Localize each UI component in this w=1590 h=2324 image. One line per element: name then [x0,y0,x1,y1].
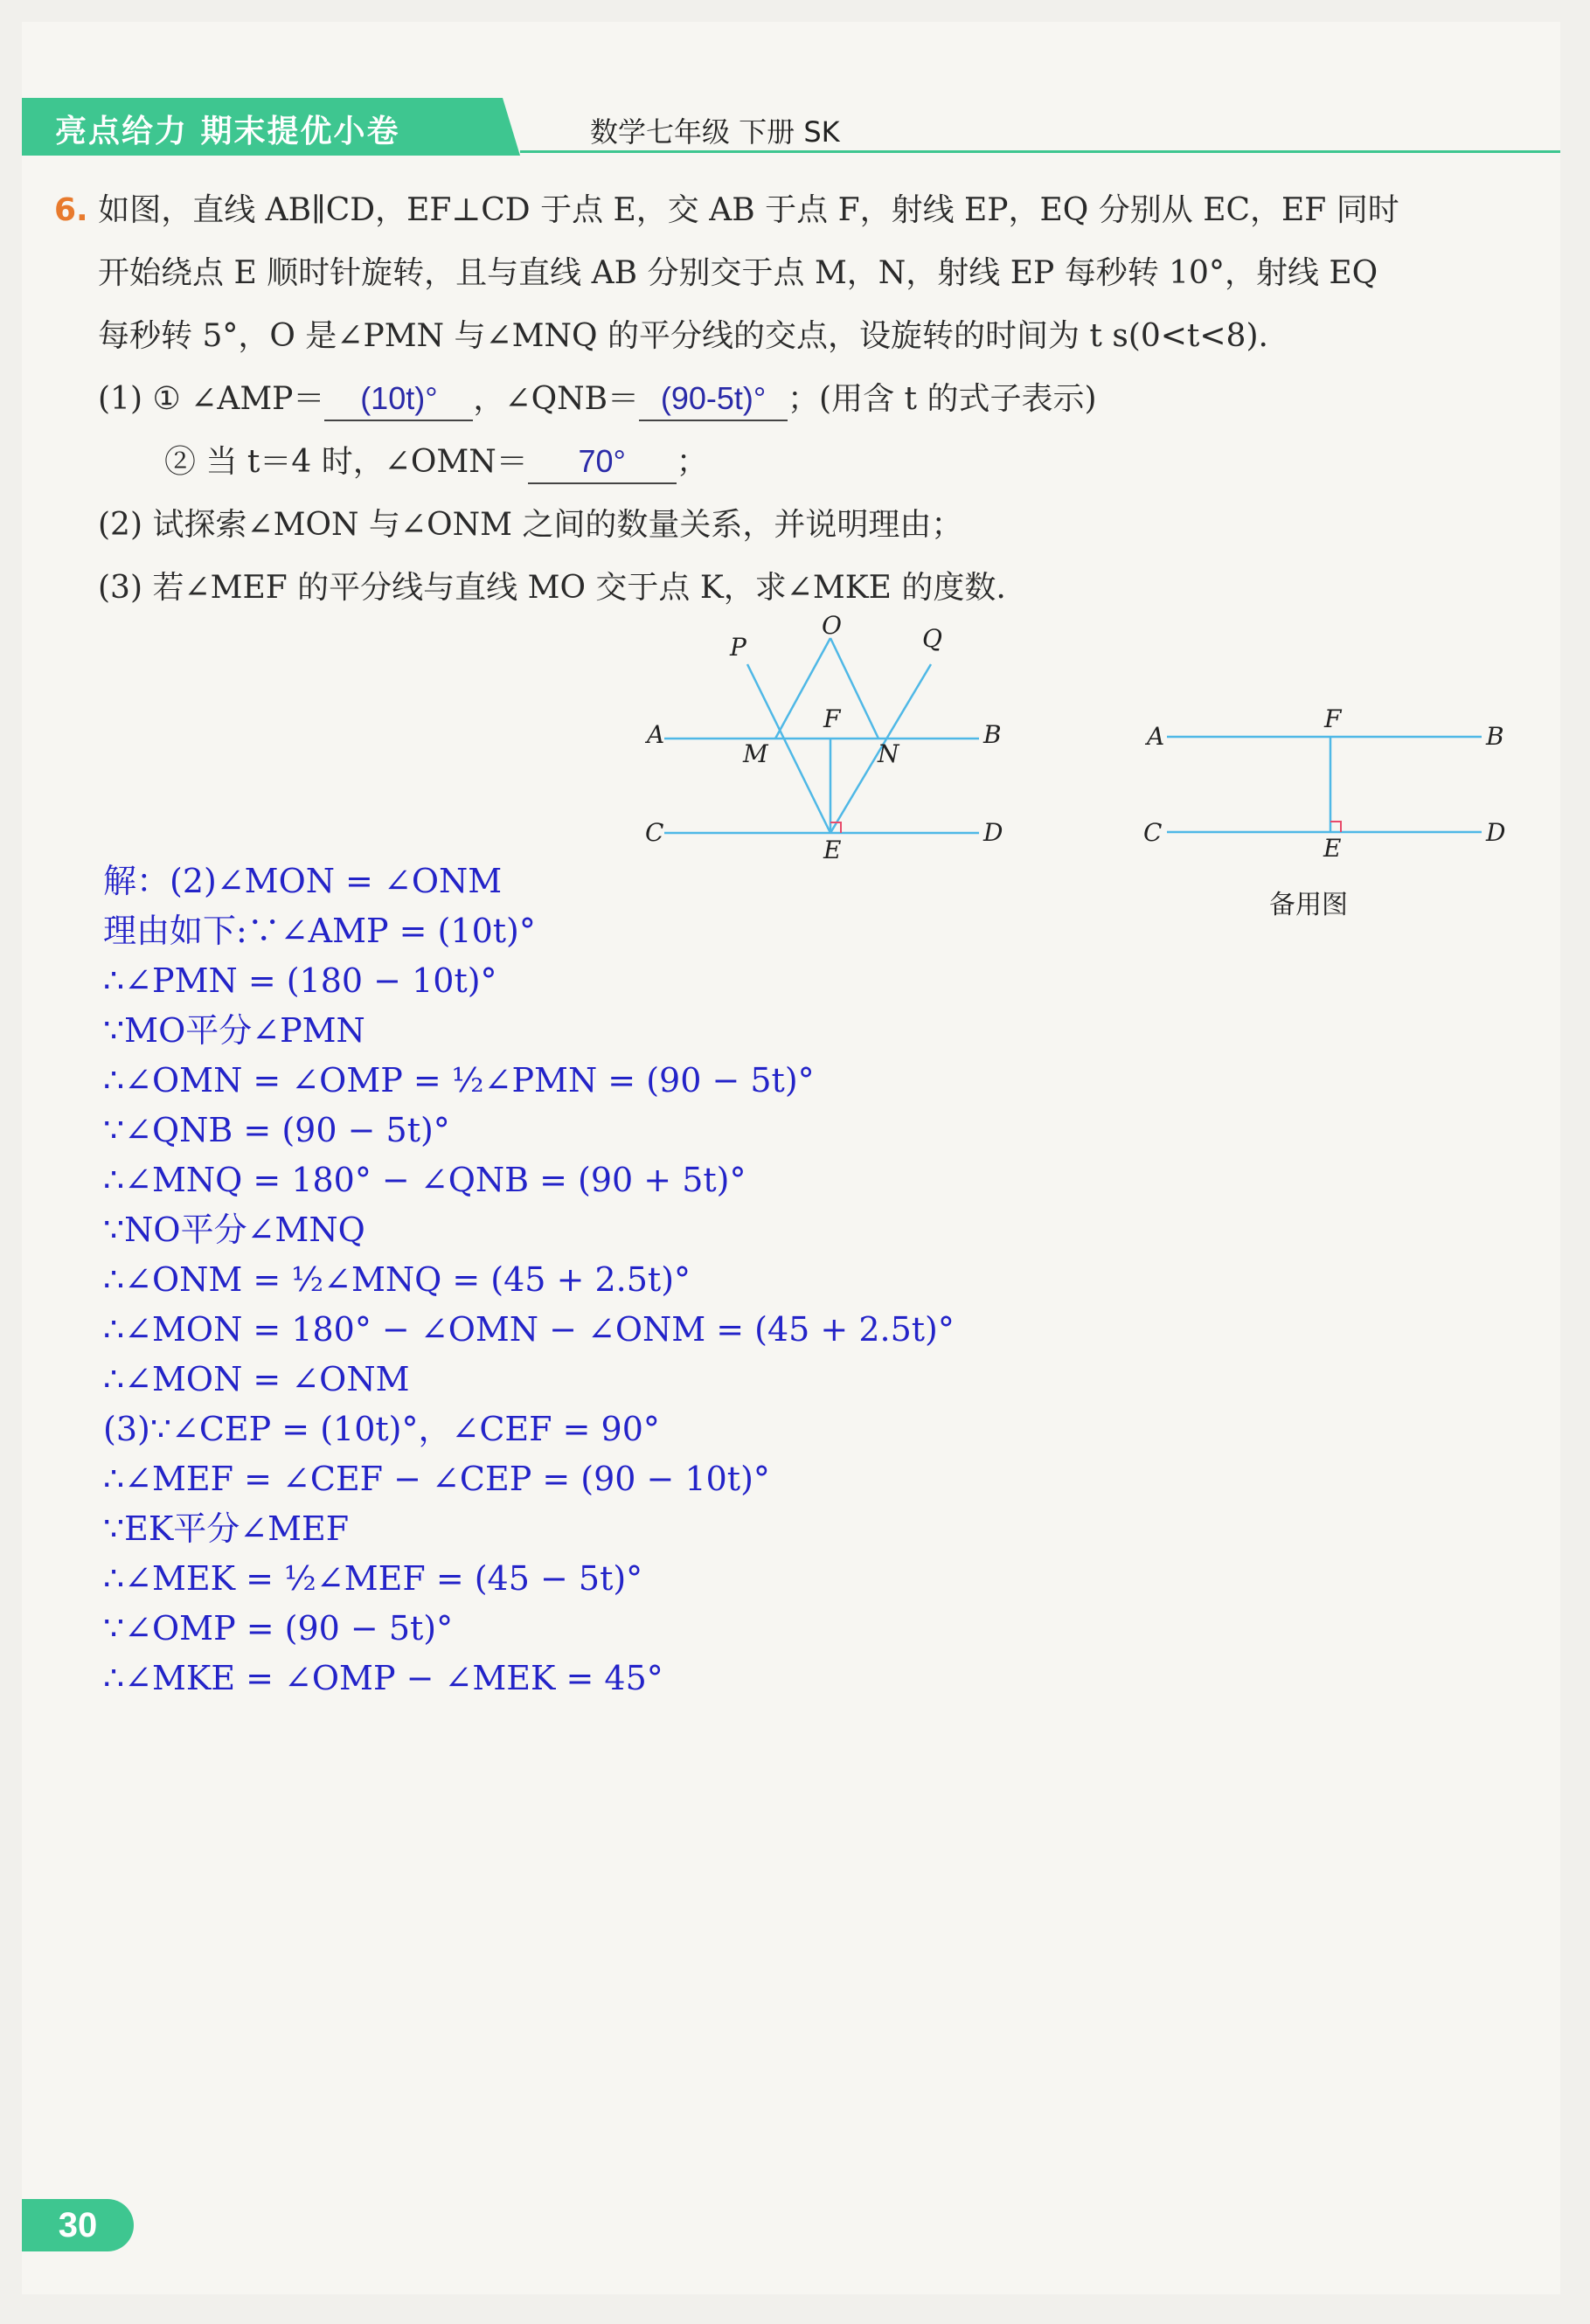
question-text-3: 每秒转 5°，O 是∠PMN 与∠MNQ 的平分线的交点，设旋转的时间为 t s(0<t<8). [98,318,1268,354]
solution-line: ∵EK平分∠MEF [103,1509,350,1548]
solution-line: ∴∠PMN = (180 − 10t)° [103,961,497,1000]
solution-line: ∴∠MON = 180° − ∠OMN − ∠ONM = (45 + 2.5t)° [103,1310,955,1349]
handwritten-solution [103,857,955,1703]
question-line-1 [54,179,1399,242]
part2-text: (2) 试探索∠MON 与∠ONM 之间的数量关系，并说明理由； [98,507,963,543]
part3-text: (3) 若∠MEF 的平分线与直线 MO 交于点 K，求∠MKE 的度数. [98,570,1006,606]
solution-line: ∴∠MKE = ∠OMP − ∠MEK = 45° [103,1659,663,1697]
series-title: 亮点给力 期末提优小卷 [55,114,400,149]
backup-label-d: D [1486,818,1506,847]
answer-blank-omn: 70° [528,441,677,484]
label-q: Q [922,624,942,653]
question-text-1: 如图，直线 AB∥CD，EF⊥CD 于点 E，交 AB 于点 F，射线 EP，EQ 分别从 EC，EF 同时 [98,192,1399,228]
solution-line: ∵MO平分∠PMN [103,1011,365,1050]
solution-line: ∵NO平分∠MNQ [103,1211,365,1249]
label-c: C [645,818,664,847]
solution-line: ∴∠ONM = ½∠MNQ = (45 + 2.5t)° [103,1260,691,1299]
part1-suffix: ；(用含 t 的式子表示) [788,381,1097,417]
label-p: P [730,633,746,662]
label-a: A [647,720,665,749]
book-subject: 数学七年级 下册 SK [590,115,840,149]
backup-label-a: A [1147,722,1165,751]
backup-label-f: F [1324,704,1342,733]
label-b: B [983,720,1002,749]
label-m: M [743,739,768,768]
solution-line: ∴∠MEF = ∠CEF − ∠CEP = (90 − 10t)° [103,1460,770,1498]
backup-figure [1128,699,1521,865]
solution-line: ∴∠MEK = ½∠MEF = (45 − 5t)° [103,1559,643,1598]
solution-line: (3)∵∠CEP = (10t)°，∠CEF = 90° [103,1410,660,1448]
label-e: E [823,836,842,864]
backup-label-e: E [1323,834,1342,863]
page-header [22,98,1560,156]
solution-line: ∴∠OMN = ∠OMP = ½∠PMN = (90 − 5t)° [103,1061,815,1100]
segment-mo [775,638,830,739]
solution-line: ∵∠OMP = (90 − 5t)° [103,1609,454,1648]
part1b-prefix: ② 当 t＝4 时，∠OMN＝ [164,444,528,480]
part1b-suffix: ； [676,444,708,480]
solution-line: 理由如下:∵∠AMP = (10t)° [103,912,536,950]
label-d: D [983,818,1003,847]
question-number: 6. [54,192,88,228]
header-rule [520,150,1560,153]
part1-mid: ，∠QNB＝ [473,381,640,417]
label-n: N [878,739,899,768]
backup-label-b: B [1486,722,1504,751]
part1b-line [164,431,708,494]
solution-line: ∴∠MON = ∠ONM [103,1360,410,1398]
main-figure [629,612,1031,874]
part1-line [98,368,1097,431]
label-f: F [823,704,841,733]
backup-right-angle-mark [1330,822,1341,832]
solution-line: 解：(2)∠MON = ∠ONM [103,862,503,900]
page-number: 30 [22,2199,134,2251]
backup-figure-caption: 备用图 [1269,890,1348,920]
solution-line: ∵∠QNB = (90 − 5t)° [103,1111,450,1149]
answer-blank-amp: (10t)° [324,378,473,421]
question-text-2: 开始绕点 E 顺时针旋转，且与直线 AB 分别交于点 M，N，射线 EP 每秒转 10°，射线 EQ [98,255,1378,291]
backup-label-c: C [1143,818,1163,847]
answer-blank-qnb: (90-5t)° [639,378,788,421]
solution-line: ∴∠MNQ = 180° − ∠QNB = (90 + 5t)° [103,1161,746,1199]
part1-prefix: (1) ① ∠AMP＝ [98,381,325,417]
label-o: O [822,612,842,640]
